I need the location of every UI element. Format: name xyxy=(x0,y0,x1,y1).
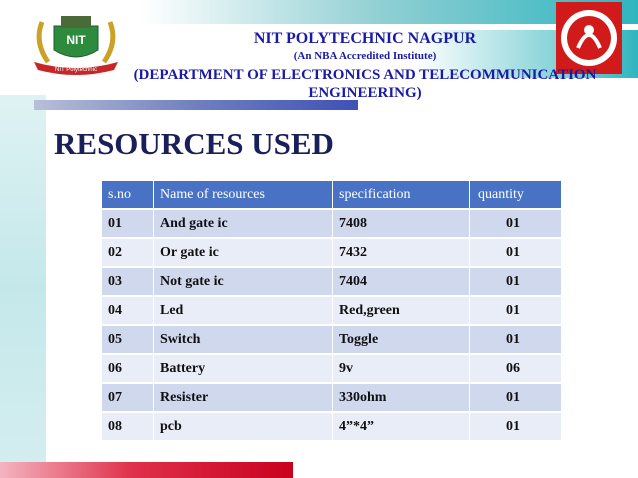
cell-quantity: 01 xyxy=(470,209,562,238)
cell-quantity: 01 xyxy=(470,412,562,440)
cell-sno: 01 xyxy=(102,209,154,238)
col-header-sno: s.no xyxy=(102,181,154,209)
department-name xyxy=(110,66,620,102)
cell-specification: 330ohm xyxy=(333,383,470,412)
col-header-specification: specification xyxy=(333,181,470,209)
cell-specification: 7404 xyxy=(333,267,470,296)
cell-sno: 05 xyxy=(102,325,154,354)
left-decor-band xyxy=(0,95,46,478)
cell-sno: 06 xyxy=(102,354,154,383)
cell-specification: 7408 xyxy=(333,209,470,238)
cell-name: And gate ic xyxy=(154,209,333,238)
cell-name: Or gate ic xyxy=(154,238,333,267)
cell-specification: 7432 xyxy=(333,238,470,267)
cell-sno: 02 xyxy=(102,238,154,267)
red-footer-bar xyxy=(0,462,293,478)
table-row xyxy=(102,296,562,325)
institution-name: NIT POLYTECHNIC NAGPUR xyxy=(253,30,477,47)
table-row xyxy=(102,267,562,296)
cell-sno: 04 xyxy=(102,296,154,325)
table-row xyxy=(102,238,562,267)
cell-quantity: 01 xyxy=(470,238,562,267)
table-header-row xyxy=(102,181,562,209)
table-row xyxy=(102,412,562,440)
resources-table xyxy=(102,181,562,440)
cell-name: Battery xyxy=(154,354,333,383)
cell-name: Resister xyxy=(154,383,333,412)
cell-quantity: 01 xyxy=(470,383,562,412)
slide-title: RESOURCES USED xyxy=(54,126,334,161)
cell-specification: 4”*4” xyxy=(333,412,470,440)
cell-name: Switch xyxy=(154,325,333,354)
cell-name: Led xyxy=(154,296,333,325)
cell-quantity: 01 xyxy=(470,296,562,325)
col-header-name: Name of resources xyxy=(154,181,333,209)
col-header-quantity: quantity xyxy=(470,181,562,209)
cell-name: pcb xyxy=(154,412,333,440)
table-row xyxy=(102,209,562,238)
cell-sno: 08 xyxy=(102,412,154,440)
logo-left-ribbon: NIT Polytechnic xyxy=(55,67,97,73)
logo-left-text: NIT xyxy=(66,33,86,47)
cell-quantity: 01 xyxy=(470,325,562,354)
cell-name: Not gate ic xyxy=(154,267,333,296)
department-line-2: ENGINEERING) xyxy=(308,85,422,101)
table-row xyxy=(102,354,562,383)
cell-specification: Toggle xyxy=(333,325,470,354)
cell-sno: 03 xyxy=(102,267,154,296)
table-row xyxy=(102,383,562,412)
table-row xyxy=(102,325,562,354)
cell-quantity: 06 xyxy=(470,354,562,383)
cell-sno: 07 xyxy=(102,383,154,412)
department-line-1: (DEPARTMENT OF ELECTRONICS AND TELECOMMUNICATION xyxy=(133,67,597,83)
accreditation-note: (An NBA Accredited Institute) xyxy=(293,50,437,62)
cell-specification: Red,green xyxy=(333,296,470,325)
cell-quantity: 01 xyxy=(470,267,562,296)
cell-specification: 9v xyxy=(333,354,470,383)
